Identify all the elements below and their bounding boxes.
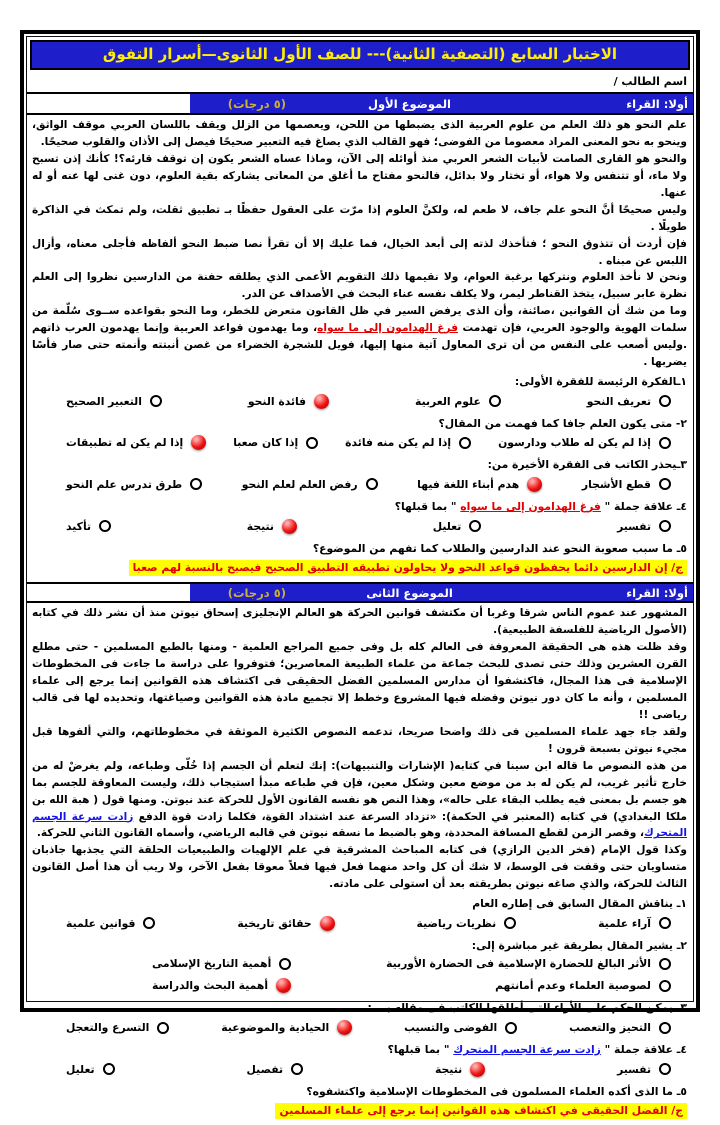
answer-option[interactable] [404, 1021, 517, 1034]
option-label: تأكيد [66, 519, 92, 533]
section-bar-topic-2 [27, 582, 693, 603]
option-label: حقائق تاريخية [237, 916, 312, 930]
radio-unselected-icon[interactable] [190, 478, 202, 490]
option-label: إذا لم يكن له تطبيقات [66, 436, 184, 450]
option-label: تفسير [617, 519, 651, 533]
paragraph: والنحو هو القارى الصامت لأبيات الشعر العربي منذ أوائله إلى الآن، وماذا عساه الشعر يكون إن توقف قارئه؟! كأنك إذن تسبح ولا ماء، أو تتنفس ولا هواء، أو تختار ولا بدائل، فالنحو مفتاح ما أغلق من المعانى يشاركه بقية العلوم، دون غنى لها عنه أو له عنها. [32, 152, 687, 199]
question-label: ١ـ يناقش المقال السابق فى إطاره العام [472, 897, 687, 911]
answer-option[interactable] [66, 917, 155, 930]
question-label [32, 1042, 687, 1058]
radio-unselected-icon[interactable] [143, 917, 155, 929]
radio-unselected-icon[interactable] [505, 1022, 517, 1034]
question-text: " بما قبلها؟ [387, 1043, 454, 1057]
option-label: قطع الأشجار [581, 477, 651, 491]
options-row [32, 1058, 687, 1081]
question-text: ٤ـ علاقة جملة " [600, 1043, 687, 1057]
answer-option[interactable] [66, 435, 206, 450]
answer-option[interactable] [248, 394, 329, 409]
option-label: تعريف النحو [586, 394, 651, 408]
options-row [32, 431, 687, 454]
option-label: نتيجة [434, 1062, 463, 1076]
section-topic-label: الموضوع الثانى [366, 585, 453, 600]
answer-option[interactable] [152, 978, 291, 993]
option-label: آراء علمية [598, 916, 651, 930]
radio-unselected-icon[interactable] [469, 520, 481, 532]
radio-selected-icon[interactable] [337, 1020, 352, 1035]
question-text: " بما قبلها؟ [394, 499, 461, 513]
answer-option[interactable] [66, 395, 162, 408]
inline-link[interactable]: زادت سرعة الجسم المتحرك [453, 1043, 601, 1057]
option-label: التعبير الصحيح [66, 394, 142, 408]
page-inner-frame [26, 36, 694, 1118]
option-label: أهمية البحث والدراسة [152, 979, 269, 993]
option-label: هدم أبناء اللغة فيها [417, 477, 520, 491]
radio-unselected-icon[interactable] [504, 917, 516, 929]
answer-option[interactable] [569, 1021, 671, 1034]
options-row [32, 390, 687, 413]
answer-option[interactable] [435, 1062, 485, 1077]
section-1-content [27, 115, 693, 582]
answer-option[interactable] [247, 1063, 304, 1076]
radio-selected-icon[interactable] [276, 978, 291, 993]
question-label: ٢ـ يشير المقال بطريقة غير مباشرة إلى: [471, 938, 687, 952]
model-answer: ج/ إن الدارسين دائما يحفظون قواعد النحو ولا يحاولون تطبيقه التطبيق الصحيح فيصبح بالنسبة لهم صعبا [129, 560, 687, 576]
options-row [32, 953, 687, 974]
answer-option[interactable] [582, 478, 671, 491]
option-label: نتيجة [246, 519, 274, 533]
paragraph: فإن أردت أن تتذوق النحو ؛ فتأخذك لذته إلى أبعد الخيال، فما عليك إلا أن تقرأ نصا ضبط النحو ألفاظه فأجلى معناه، وأزال اللبس عن مبناه . [32, 237, 687, 267]
radio-unselected-icon[interactable] [659, 980, 671, 992]
section-category-label: أولا: القراء [626, 585, 688, 600]
radio-selected-icon[interactable] [320, 916, 335, 931]
answer-option[interactable] [417, 917, 517, 930]
answer-option[interactable] [433, 520, 482, 533]
question-label: ٥ـ ما سبب صعوبة النحو عند الدارسين والطلاب كما تفهم من الموضوع؟ [312, 541, 687, 555]
question-text: ٤ـ علاقة جملة " [600, 499, 687, 513]
option-label: التسرع والتعجل [66, 1021, 150, 1035]
radio-unselected-icon[interactable] [659, 478, 671, 490]
radio-unselected-icon[interactable] [99, 520, 111, 532]
option-label: علوم العربية [415, 394, 481, 408]
radio-unselected-icon[interactable] [659, 520, 671, 532]
question-label: ١ـالفكرة الرئيسة للفقرة الأولى: [514, 375, 687, 389]
section-2-content [27, 603, 693, 1125]
radio-unselected-icon[interactable] [279, 958, 291, 970]
answer-option[interactable] [498, 436, 671, 449]
section-bar-topic-1 [27, 94, 693, 115]
question-label: ٢- متى يكون العلم جافا كما فهمت من المقال؟ [438, 416, 687, 430]
option-label: رفض العلم لعلم النحو [241, 477, 358, 491]
option-label: فائدة النحو [247, 394, 307, 408]
option-label: تفصيل [246, 1062, 284, 1076]
section-bar-filler [27, 94, 190, 113]
radio-selected-icon[interactable] [191, 435, 206, 450]
section-bar-filler [27, 584, 190, 601]
answer-option[interactable] [386, 957, 671, 970]
radio-unselected-icon[interactable] [659, 1063, 671, 1075]
radio-unselected-icon[interactable] [157, 1022, 169, 1034]
exam-title: الاختبار السابع (التصفية الثانية)--- للصف الأول الثانوى—أسرار التفوق [30, 40, 690, 70]
paragraph-text: من هذه النصوص ما قاله ابن سينا في كتابه( الإشارات والتنبيهات): إنك لتعلم أن الجسم إذا خُلّى وطباعه، ولم يغرضْ له من خارج تأثير غريب، لم يكن له بد من موضع معين وشكل معين، فإن في طباعه مبدأ استيجاب ذلك، وليست المعاوقة للجسم بما هو جسم بل بمعنى فيه يطلب البقاء على حاله»، وهذا النص هو نفسه القانون الأول للحركة عند نيوتن. ومنها قول ( هبة الله بن ملكا البغدادي) في كتابه (المعتبر في الحكمة): «تزداد السرعة عند اشتداد القوة، فكلما زادت قوة الدفع [32, 759, 687, 823]
radio-unselected-icon[interactable] [489, 395, 501, 407]
model-answer: ج/ الفضل الحقيقى في اكتشاف هذه القوانين إنما يرجع إلى علماء المسلمين [275, 1103, 687, 1119]
paragraph [32, 303, 687, 371]
answer-option[interactable] [237, 916, 334, 931]
question-label: ٣ـ يمكن الحكم على الأراء التى أطلقها الكاتب فى مقاله بــــ: [367, 1001, 687, 1015]
radio-unselected-icon[interactable] [659, 958, 671, 970]
option-label: إذا كان صعبا [233, 436, 299, 450]
option-label: تعليل [432, 519, 462, 533]
radio-unselected-icon[interactable] [366, 478, 378, 490]
answer-option[interactable] [587, 395, 671, 408]
answer-option[interactable] [617, 520, 671, 533]
radio-unselected-icon[interactable] [659, 437, 671, 449]
radio-unselected-icon[interactable] [459, 437, 471, 449]
options-row [32, 912, 687, 935]
option-label: تفسير [617, 1062, 651, 1076]
option-label: لصوصية العلماء وعدم أمانتهم [495, 979, 651, 993]
question-label [32, 499, 687, 515]
answer-option[interactable] [66, 1063, 115, 1076]
question-label: ٣ـيحذر الكاتب فى الفقرة الأخيرة من: [487, 458, 687, 472]
radio-unselected-icon[interactable] [291, 1063, 303, 1075]
section-points-label: (٥ درجات) [227, 585, 286, 600]
answer-option[interactable] [415, 395, 501, 408]
radio-selected-icon[interactable] [470, 1062, 485, 1077]
answer-option[interactable] [247, 519, 297, 534]
paragraph: المشهور عند عموم الناس شرقا وغربا أن مكتشف قوانين الحركة هو العالم الإنجليزى إسحاق نيوتن منذ أن نشر ذلك في كتابه (الأصول الرياضية للفلسفة الطبيعية). [32, 607, 687, 637]
answer-option[interactable] [66, 1021, 169, 1034]
answer-option[interactable] [495, 979, 671, 992]
option-label: قوانين علمية [66, 916, 136, 930]
option-label: الأثر البالغ للحضارة الإسلامية فى الحضارة الأوربية [386, 957, 651, 971]
options-row [32, 515, 687, 538]
section-topic-label: الموضوع الأول [368, 96, 451, 111]
radio-selected-icon[interactable] [282, 519, 297, 534]
paragraph-text: ، وما يهدمون قواعد العربية وإنما يهدمون العرب ذاتهم .وليس أصعب على النفس من أن ترى المعاول آتية منها إليها، فويل للشجرة الخضراء من غصن أنبتته وأنمته حتى صار فأسًا يضربها . [32, 322, 687, 369]
paragraph: وكذا قول الإمام (فخر الدين الرازي) فى كتابه المباحث المشرقية في علم الإلهيات والطبيعيات الحلقة التي يجذبها جاذبان متساويان حتى وقفت فى الوسط، لا شك أن كل واحد منهما فعل فيها فعلاً معوقا بفعل الآخر، ولا ريب أن هذا أصل القانون الثالث للحركة، والذي صاغه نيوتن بطريقته بعد أن استولى على مادته. [32, 844, 687, 891]
answer-option[interactable] [598, 917, 671, 930]
radio-selected-icon[interactable] [527, 477, 542, 492]
option-label: نظريات رياضية [416, 916, 497, 930]
radio-unselected-icon[interactable] [150, 395, 162, 407]
paragraph: ونحن لا نأخذ العلوم ونتركها برغبة العوام، ولا نقيمها ذلك التقويم الأعمى الذي يطلقه حفنة من الدارسين نظروا إلى العلم نظرة عابر سبيل، يتخذ القناطر ليمر، ولا يكلف نفسه عناء البحث في الأصداف عن الدر. [32, 271, 687, 301]
answer-option[interactable] [66, 478, 202, 491]
answer-option[interactable] [233, 436, 318, 449]
answer-option[interactable] [152, 957, 291, 970]
answer-option[interactable] [242, 478, 378, 491]
paragraph-text: وما من شك أن القوانين ،صائنة، وأن الذى يرفض السير في ظل القانون متعرض للخطر، وما النحو بقواعده ســوى سُلّمة من سلمات الهوية والوجود العربي، فإن تهدمت [32, 305, 688, 335]
section-category-label: أولا: القراء [626, 96, 688, 111]
option-label: الفوضى والتسيب [404, 1021, 498, 1035]
option-label: طرق تدرس علم النحو [66, 477, 183, 491]
options-row [32, 473, 687, 496]
answer-option[interactable] [417, 477, 542, 492]
option-label: إذا لم يكن له طلاب ودارسون [498, 436, 651, 450]
answer-option[interactable] [66, 520, 111, 533]
option-label: إذا لم يكن منه فائدة [345, 436, 452, 450]
inline-link[interactable]: زادت سرعة الجسم المتحرك [32, 810, 687, 840]
radio-unselected-icon[interactable] [103, 1063, 115, 1075]
option-label: الحيادية والموضوعية [221, 1021, 330, 1035]
option-label: تعليل [66, 1062, 95, 1076]
answer-option[interactable] [345, 436, 471, 449]
radio-unselected-icon[interactable] [659, 395, 671, 407]
question-label: ٥ـ ما الذى أكده العلماء المسلمون فى المخطوطات الإسلامية واكتشفوه؟ [306, 1084, 687, 1098]
option-label: التحيز والتعصب [569, 1021, 651, 1035]
student-name-field[interactable]: اسم الطالب / [27, 72, 693, 94]
paragraph: وقد ظلت هذه هى الحقيقة المعروفة فى العالم كله بل وفى جميع المراجع العلمية - ومنها بالطبع المسلمين - حتى مطلع القرن العشرين وذلك حتى تصدى للبحث جماعة من علماء الطبيعة المعاصرين؛ فتوفروا على دراسة ما جاءت فى المخطوطات الإسلامية فى هذا المجال، فاكتشفوا أن مدارس المسلمين الفضل الحقيقى فى اكتشاف هذه القوانين إنما يرجع إلى علماء المسلمين ، وأنه ما كان دور نيوتن وفضله فيها المشروع وخطط إلا تجميع مادة هذه القوانين وصياغتها، وتحديده لها فى قالب رياضى !! [32, 641, 687, 721]
radio-unselected-icon[interactable] [306, 437, 318, 449]
page-frame [20, 30, 700, 1118]
answer-option[interactable] [617, 1063, 671, 1076]
options-row [32, 1016, 687, 1039]
inline-link[interactable]: فرغ الهدامون إلى ما سواه [317, 322, 459, 335]
paragraph: وليس صحيحًا أنَّ النحو علم جاف، لا طعم له، ولكنَّ العلوم إذا مرّت على العقول حفظًا بـ تطبيق ثقلت، ولم تمكث في الذاكرة طويلًا . [32, 203, 687, 233]
option-label: أهمية التاريخ الإسلامى [152, 957, 272, 971]
radio-unselected-icon[interactable] [659, 917, 671, 929]
radio-selected-icon[interactable] [314, 394, 329, 409]
answer-option[interactable] [221, 1020, 352, 1035]
radio-unselected-icon[interactable] [659, 1022, 671, 1034]
section-points-label: (٥ درجات) [227, 96, 286, 111]
paragraph: علم النحو هو ذلك العلم من علوم العربية الذى يضبطها من اللحن، ويعصمها من الزلل ويقف باللسان العربي موقف الواثق، وينحو به نحو المعنى المراد معصوما من الفوضى؛ فهو القالب الذي يصاغ فيه التعبير صحيحًا فيصل إلى الأذان والقلوب صحيحًا. [32, 119, 687, 148]
paragraph [32, 758, 687, 843]
paragraph: ولقد جاء جهد علماء المسلمين فى ذلك واضحا صريحا، تدعمه النصوص الكثيرة الموثقة في مخطوطاتهم، والتي ألفوها قبل مجيء نيوتن بسبعة قرون ! [32, 725, 687, 755]
options-row [32, 974, 687, 997]
inline-link[interactable]: فرغ الهدامون إلى ما سواه [460, 499, 601, 513]
paragraph-text: ، وقصر الزمن لقطع المسافة المحددة، وهو بالضبط ما نسقه نيوتن في قالبه الرياضي، وأسماه القانون الثاني للحركة. [36, 827, 645, 840]
